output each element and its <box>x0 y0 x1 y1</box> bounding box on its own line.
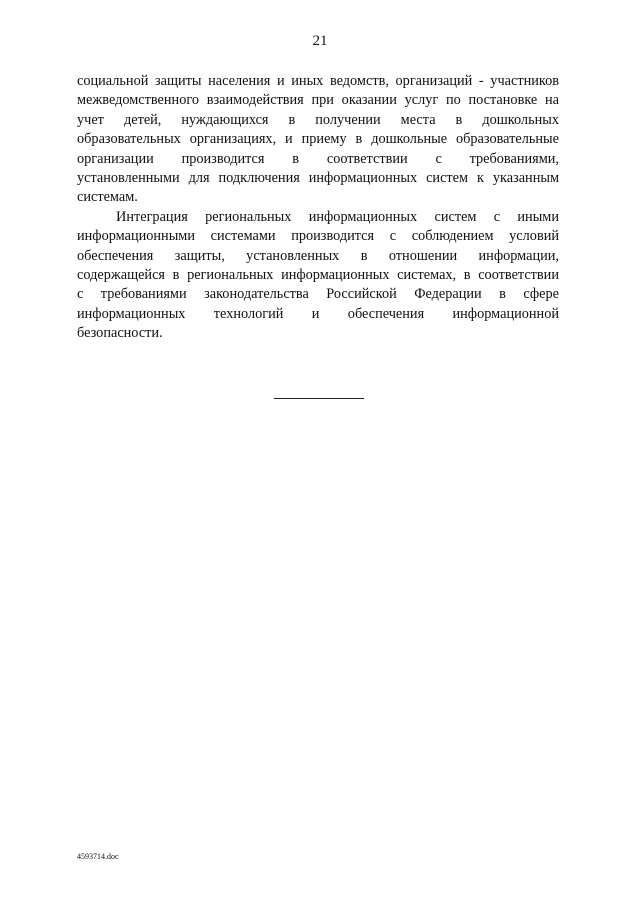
document-body <box>77 72 559 344</box>
text-line: установленными для подключения информационных систем к указанным <box>77 170 559 187</box>
text-line: системам. <box>77 189 138 206</box>
text-line: безопасности. <box>77 325 163 342</box>
text-line: организации производится в соответствии с требованиями, <box>77 150 559 167</box>
paragraph-1 <box>77 72 559 208</box>
text-line: содержащейся в региональных информационных системах, в соответствии <box>77 267 559 284</box>
text-line: обеспечения защиты, установленных в отношении информации, <box>77 247 559 264</box>
end-separator-line <box>274 398 364 399</box>
footer-file-name: 4593714.doc <box>77 852 119 861</box>
page-number: 21 <box>312 33 328 49</box>
text-line: Интеграция региональных информационных систем с иными <box>116 208 559 225</box>
text-line: образовательных организациях, и приему в дошкольные образовательные <box>77 131 559 148</box>
text-line: информационных технологий и обеспечения информационной <box>77 305 559 322</box>
text-line: межведомственного взаимодействия при оказании услуг по постановке на <box>77 92 559 109</box>
text-line: с требованиями законодательства Российской Федерации в сфере <box>77 286 559 303</box>
text-line: учет детей, нуждающихся в получении места в дошкольных <box>77 111 559 128</box>
text-line: социальной защиты населения и иных ведомств, организаций - участников <box>77 73 559 89</box>
paragraph-2 <box>77 208 559 344</box>
text-line: информационными системами производится с соблюдением условий <box>77 228 559 245</box>
